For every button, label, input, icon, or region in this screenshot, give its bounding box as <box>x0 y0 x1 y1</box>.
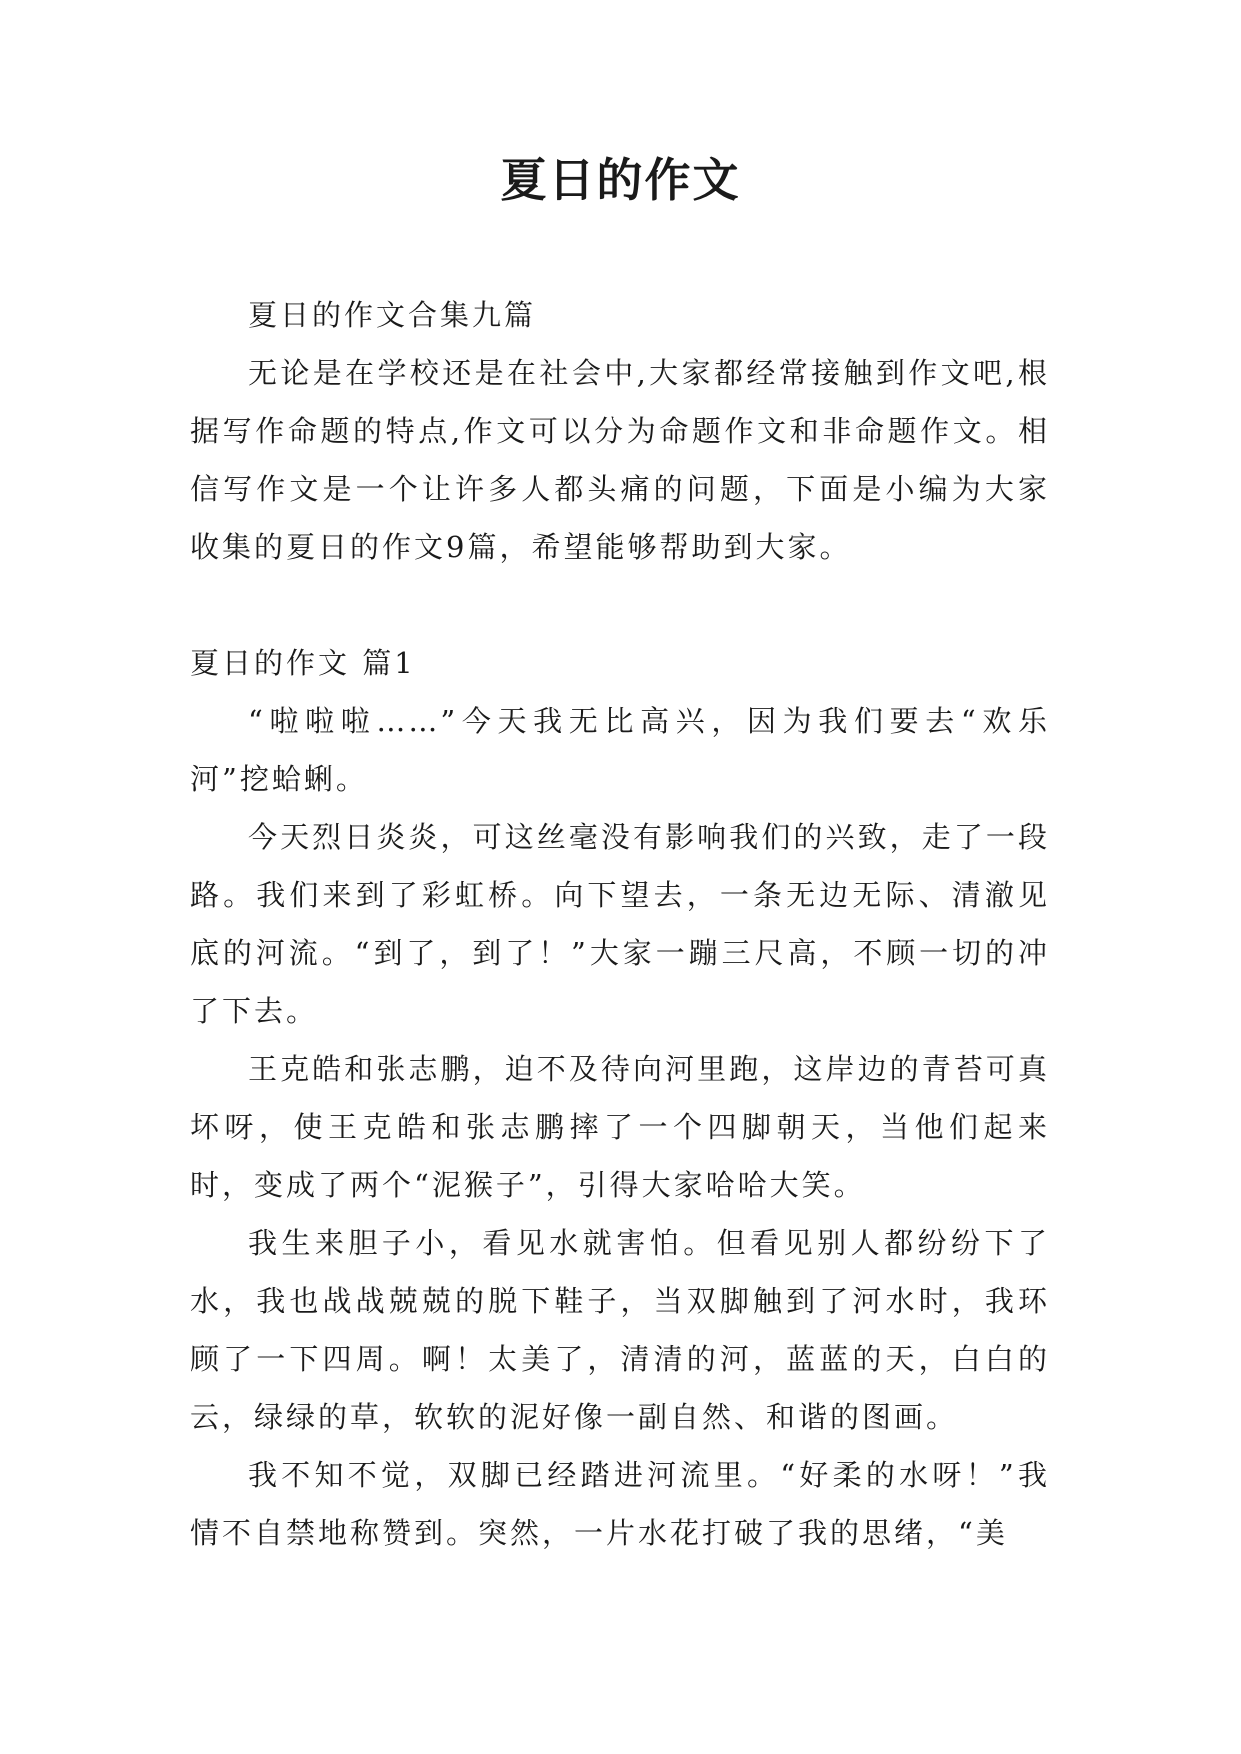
body-paragraph: 今天烈日炎炎，可这丝毫没有影响我们的兴致，走了一段路。我们来到了彩虹桥。向下望去，一条无边无际、清澈见底的河流。“到了，到了！”大家一蹦三尺高，不顾一切的冲了下去。 <box>190 820 1050 1028</box>
document-title: 夏日的作文 <box>500 153 741 207</box>
intro-paragraph: 无论是在学校还是在社会中,大家都经常接触到作文吧,根据写作命题的特点,作文可以分为命题作文和非命题作文。相信写作文是一个让许多人都头痛的问题，下面是小编为大家收集的夏日的作文9篇，希望能够帮助到大家。 <box>190 356 1050 564</box>
collection-subtitle: 夏日的作文合集九篇 <box>248 298 537 332</box>
section-heading: 夏日的作文 篇1 <box>190 646 416 680</box>
body-paragraph: 我生来胆子小，看见水就害怕。但看见别人都纷纷下了水，我也战战兢兢的脱下鞋子，当双脚触到了河水时，我环顾了一下四周。啊！太美了，清清的河，蓝蓝的天，白白的云，绿绿的草，软软的泥好像一副自然、和谐的图画。 <box>190 1226 1050 1434</box>
body-paragraph: “啦啦啦……”今天我无比高兴，因为我们要去“欢乐河”挖蛤蜊。 <box>190 704 1050 796</box>
body-paragraph: 我不知不觉，双脚已经踏进河流里。“好柔的水呀！”我情不自禁地称赞到。突然，一片水花打破了我的思绪，“美 <box>190 1458 1050 1550</box>
document-body <box>190 286 1050 1562</box>
section-spacer <box>190 576 1050 634</box>
body-paragraph: 王克皓和张志鹏，迫不及待向河里跑，这岸边的青苔可真坏呀，使王克皓和张志鹏摔了一个四脚朝天，当他们起来时，变成了两个“泥猴子”，引得大家哈哈大笑。 <box>190 1052 1050 1202</box>
